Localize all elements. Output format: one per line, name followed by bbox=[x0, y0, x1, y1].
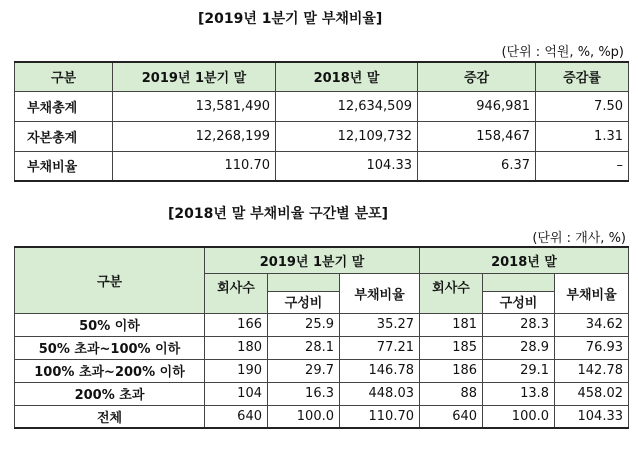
table-cell: 448.03 bbox=[340, 382, 420, 405]
table-cell: 28.1 bbox=[268, 336, 340, 359]
table-cell: 640 bbox=[205, 405, 268, 428]
row-label: 50% 이하 bbox=[15, 313, 205, 336]
row-label: 부채총계 bbox=[15, 91, 113, 121]
table-cell: 104.33 bbox=[276, 151, 418, 181]
row-label: 200% 초과 bbox=[15, 382, 205, 405]
table-cell: 186 bbox=[420, 359, 483, 382]
debt-ratio-distribution-table bbox=[14, 246, 629, 429]
header-ratio: 부채비율 bbox=[340, 273, 420, 313]
table-cell: 110.70 bbox=[113, 151, 276, 181]
table-row bbox=[15, 151, 629, 181]
table-cell: 77.21 bbox=[340, 336, 420, 359]
table-cell: 13.8 bbox=[483, 382, 555, 405]
table2-title: [2018년 말 부채비율 구간별 분포] bbox=[168, 206, 389, 222]
table2-header-row bbox=[15, 247, 629, 273]
table-cell: 88 bbox=[420, 382, 483, 405]
table-row-total bbox=[15, 405, 629, 428]
header-share: 구성비 bbox=[268, 291, 340, 313]
debt-ratio-table bbox=[14, 61, 629, 182]
header-share-spacer bbox=[483, 273, 555, 291]
table-row bbox=[15, 91, 629, 121]
table-row bbox=[15, 313, 629, 336]
table-row bbox=[15, 382, 629, 405]
table-row bbox=[15, 359, 629, 382]
table-row bbox=[15, 121, 629, 151]
table-cell: 25.9 bbox=[268, 313, 340, 336]
table-cell: 28.3 bbox=[483, 313, 555, 336]
table-cell: 181 bbox=[420, 313, 483, 336]
header-2019q1: 2019년 1분기 말 bbox=[113, 62, 276, 91]
table-cell: – bbox=[536, 151, 629, 181]
table-cell: 28.9 bbox=[483, 336, 555, 359]
table-cell: 7.50 bbox=[536, 91, 629, 121]
header-change: 증감 bbox=[418, 62, 536, 91]
table-cell: 166 bbox=[205, 313, 268, 336]
table-cell: 158,467 bbox=[418, 121, 536, 151]
table2-unit-note: (단위 : 개사, %) bbox=[532, 231, 626, 246]
table-cell: 146.78 bbox=[340, 359, 420, 382]
table-cell: 104 bbox=[205, 382, 268, 405]
table-cell: 100.0 bbox=[483, 405, 555, 428]
row-label: 전체 bbox=[15, 405, 205, 428]
header-2018: 2018년 말 bbox=[276, 62, 418, 91]
table-cell: 12,268,199 bbox=[113, 121, 276, 151]
table-cell: 35.27 bbox=[340, 313, 420, 336]
row-label: 부채비율 bbox=[15, 151, 113, 181]
header-ratio: 부채비율 bbox=[555, 273, 629, 313]
table-cell: 16.3 bbox=[268, 382, 340, 405]
table-cell: 1.31 bbox=[536, 121, 629, 151]
row-label: 100% 초과~200% 이하 bbox=[15, 359, 205, 382]
header-category: 구분 bbox=[15, 247, 205, 313]
table-cell: 458.02 bbox=[555, 382, 629, 405]
table1-title: [2019년 1분기 말 부채비율] bbox=[198, 11, 383, 27]
header-companies: 회사수 bbox=[205, 273, 268, 313]
header-2019q1: 2019년 1분기 말 bbox=[205, 247, 420, 273]
table1-unit-note: (단위 : 억원, %, %p) bbox=[501, 45, 624, 60]
table-cell: 6.37 bbox=[418, 151, 536, 181]
table-cell: 76.93 bbox=[555, 336, 629, 359]
table1-header-row bbox=[15, 62, 629, 91]
table-cell: 12,634,509 bbox=[276, 91, 418, 121]
header-share-spacer bbox=[268, 273, 340, 291]
row-label: 자본총계 bbox=[15, 121, 113, 151]
header-change-rate: 증감률 bbox=[536, 62, 629, 91]
table-cell: 104.33 bbox=[555, 405, 629, 428]
table-cell: 29.7 bbox=[268, 359, 340, 382]
table-cell: 34.62 bbox=[555, 313, 629, 336]
table-cell: 640 bbox=[420, 405, 483, 428]
header-companies: 회사수 bbox=[420, 273, 483, 313]
table-cell: 110.70 bbox=[340, 405, 420, 428]
header-category: 구분 bbox=[15, 62, 113, 91]
row-label: 50% 초과~100% 이하 bbox=[15, 336, 205, 359]
table-cell: 100.0 bbox=[268, 405, 340, 428]
table-row bbox=[15, 336, 629, 359]
table-cell: 185 bbox=[420, 336, 483, 359]
table-cell: 13,581,490 bbox=[113, 91, 276, 121]
header-2018: 2018년 말 bbox=[420, 247, 629, 273]
table-cell: 946,981 bbox=[418, 91, 536, 121]
header-share: 구성비 bbox=[483, 291, 555, 313]
table-cell: 12,109,732 bbox=[276, 121, 418, 151]
table-cell: 29.1 bbox=[483, 359, 555, 382]
table-cell: 180 bbox=[205, 336, 268, 359]
table-cell: 190 bbox=[205, 359, 268, 382]
table-cell: 142.78 bbox=[555, 359, 629, 382]
